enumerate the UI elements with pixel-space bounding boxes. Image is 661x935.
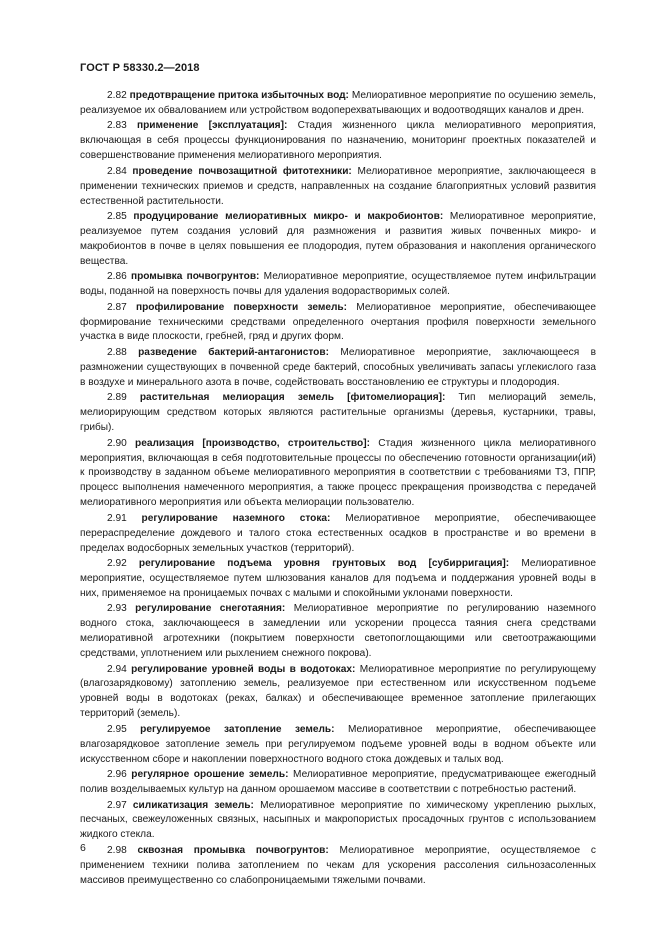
entry-number: 2.82 (107, 90, 127, 101)
entry-definition: Мелиоративное мероприятие, обеспечивающее влагозарядковое затопление земель при регулируемом подъеме уровней воды в водном объекте или искусственном сборе и накоплении поверхностного водного стока дождевых и талых вод. (80, 723, 596, 765)
entry-definition: Мелиоративное мероприятие, обеспечивающее формирование техническими средствами определенного очертания профиля поверхности земельного участка в виде плоскости, гребней, гряд и других форм. (80, 301, 596, 343)
entry-number: 2.96 (107, 769, 127, 781)
entry-number: 2.93 (107, 603, 127, 615)
entry-definition: Мелиоративное мероприятие по регулированию наземного водного стока, заключающееся в замедлении или ускорении процесса таяния снега средствами мелиоративной агротехники (покрытием поверхности светопоглощающими или светоотражающими средствами, уплотнением или рыхлением снежного покрова). (80, 603, 596, 660)
entry-term: сквозная промывка почвогрунтов: (137, 844, 329, 856)
term-entry-2-96 (80, 768, 596, 798)
entry-number: 2.83 (107, 120, 127, 132)
entry-definition: Мелиоративное мероприятие по осушению земель, реализуемое их обвалованием или устройством водоперехватывающих и водоотводящих каналов и дрен. (80, 90, 596, 116)
entry-number: 2.85 (107, 211, 127, 223)
term-entry-2-93 (80, 602, 596, 662)
term-entry-2-84 (80, 165, 596, 210)
term-entry-2-83 (80, 119, 596, 164)
page-number: 6 (80, 842, 86, 854)
entry-term: регулирование уровней воды в водотоках: (131, 663, 356, 675)
entry-definition: Мелиоративное мероприятие, осуществляемое с применением техники полива затоплением по чекам для ускорения рассоления сильнозасоленных массивов преимущественно со слабопроницаемыми тяжелыми почвами. (80, 844, 596, 886)
entry-number: 2.86 (107, 271, 127, 283)
entry-term: разведение бактерий-антагонистов: (138, 346, 329, 358)
term-entry-2-98 (80, 844, 596, 889)
entry-number: 2.97 (107, 799, 127, 811)
entry-term: регулярное орошение земель: (131, 769, 289, 781)
entry-number: 2.87 (107, 301, 127, 313)
entry-term: регулирование снеготаяния: (135, 603, 286, 615)
entry-number: 2.91 (107, 512, 127, 524)
term-entry-2-97 (80, 799, 596, 844)
entry-number: 2.90 (107, 437, 127, 449)
entry-term: регулируемое затопление земель: (140, 723, 335, 735)
term-entry-2-82 (80, 89, 596, 119)
entry-definition: Стадия жизненного цикла мелиоративного мероприятия, включающая в себя процессы функционирования по назначению, мониторинг проектных показателей и совершенствование применения мелиоративного мероприятия. (80, 120, 596, 162)
entry-term: применение [эксплуатация]: (136, 120, 288, 132)
terms-list (80, 89, 596, 889)
entry-definition: Мелиоративное мероприятие, осуществляемое путем шлюзования каналов для подъема и поддержания уровней воды в них, применяемое на проницаемых почвах с малыми и спокойными уклонами поверхности. (80, 558, 596, 599)
document-header: ГОСТ Р 58330.2—2018 (80, 62, 200, 74)
entry-term: реализация [производство, строительство]: (135, 437, 370, 449)
entry-term: растительная мелиорация земель [фитомелиорация]: (139, 392, 446, 404)
entry-term: регулирование подъема уровня грунтовых вод [субирригация]: (138, 558, 510, 570)
term-entry-2-86 (80, 270, 596, 300)
entry-definition: Мелиоративное мероприятие, заключающееся в применении технических приемов и средств, направленных на создание благоприятных условий развития естественной растительности. (80, 165, 596, 207)
entry-number: 2.84 (107, 165, 127, 177)
entry-definition: Мелиоративное мероприятие по химическому укреплению рыхлых, песчаных, свежеуложенных связных, насыпных и макропористых просадочных грунтов с использованием жидкого стекла. (80, 799, 597, 841)
term-entry-2-85 (80, 210, 596, 270)
entry-number: 2.89 (107, 392, 127, 404)
entry-number: 2.92 (107, 558, 127, 570)
entry-definition: Мелиоративное мероприятие, осуществляемое путем инфильтрации воды, поданной на поверхность почвы для удаления водорастворимых солей. (80, 271, 596, 298)
entry-term: профилирование поверхности земель: (135, 301, 348, 313)
entry-term: проведение почвозащитной фитотехники: (132, 165, 352, 177)
entry-term: промывка почвогрунтов: (130, 271, 260, 283)
term-entry-2-88 (80, 346, 596, 391)
entry-definition: Мелиоративное мероприятие, предусматривающее ежегодный полив возделываемых культур на данном орошаемом массиве в соответствии с потребностью растений. (80, 769, 596, 795)
entry-definition: Мелиоративное мероприятие по регулирующему (влагозарядковому) затоплению земель, реализуемое при естественном или искусственном подъеме уровней воды в водотоках (реках, балках) и обеспечивающее временное затопление прилегающих территорий (земель). (80, 663, 596, 720)
term-entry-2-92 (80, 557, 596, 602)
term-entry-2-95 (80, 723, 596, 768)
term-entry-2-91 (80, 512, 596, 557)
term-entry-2-94 (80, 663, 596, 723)
entry-term: предотвращение притока избыточных вод: (129, 90, 349, 101)
entry-number: 2.88 (107, 346, 127, 358)
entry-number: 2.94 (107, 663, 127, 675)
term-entry-2-89 (80, 391, 596, 436)
entry-definition: Стадия жизненного цикла мелиоративного мероприятия, включающая в себя подготовительные процессы по обеспечению готовности организации(ий) к производству в заданном объеме мелиоративного мероприятия в соответствии с требованиями ТЗ, ППР, процесс выполнения намеченного мероприятия, а также процесс прекращения производства с передачей мелиоративного мероприятия или объекта мелиорации пользователю. (80, 437, 596, 509)
term-entry-2-87 (80, 301, 596, 346)
entry-definition: Тип мелиораций земель, мелиорирующим средством которых являются растительные организмы (деревья, кустарники, травы, грибы). (80, 392, 596, 434)
entry-term: продуцирование мелиоративных микро- и макробионтов: (133, 211, 444, 223)
entry-number: 2.98 (107, 844, 127, 856)
entry-definition: Мелиоративное мероприятие, реализуемое путем создания условий для размножения и развития живых почвенных микро- и макробионтов в почве в целях повышения ее плодородия, путем образования и накопления органического вещества. (80, 211, 596, 267)
entry-term: силикатизация земель: (132, 799, 254, 811)
term-entry-2-90 (80, 437, 596, 512)
entry-definition: Мелиоративное мероприятие, обеспечивающее перераспределение дождевого и талого стока естественных осадков в пространстве и во времени в пределах водосборных земельных участков (территорий). (80, 512, 596, 554)
entry-number: 2.95 (107, 723, 127, 735)
entry-term: регулирование наземного стока: (141, 512, 331, 524)
entry-definition: Мелиоративное мероприятие, заключающееся в размножении существующих в почвенной среде бактерий, способных увеличивать запасы углекислого газа в воздухе и минерального азота в почве, содействовать восстановлению ее структуры и плодородия. (80, 346, 596, 388)
